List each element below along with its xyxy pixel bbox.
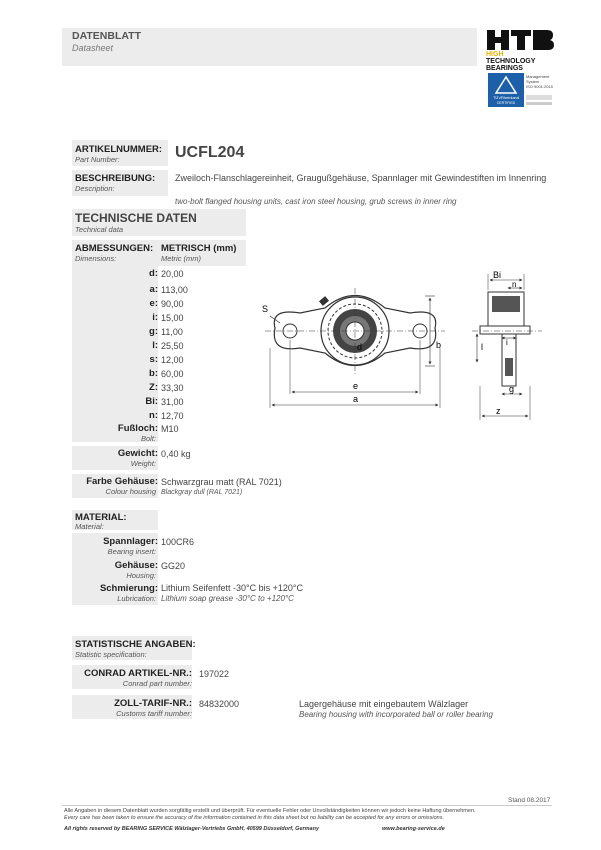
drawing-label-b: b xyxy=(436,340,442,350)
color-label-en: Colour housing xyxy=(105,487,156,496)
color-value: Schwarzgrau matt (RAL 7021) xyxy=(161,477,282,487)
dim-value-i: 15,00 xyxy=(161,313,184,323)
weight-label-en: Weight: xyxy=(130,459,156,468)
dims-label: ABMESSUNGEN: xyxy=(75,243,154,254)
doc-title: DATENBLATT xyxy=(72,30,142,42)
dim-key-z: Z: xyxy=(149,382,158,393)
description-label: BESCHREIBUNG: xyxy=(75,173,156,184)
dim-value-z: 33,30 xyxy=(161,383,184,393)
footer-website[interactable]: www.bearing-service.de xyxy=(382,826,445,832)
dim-value-s: 12,00 xyxy=(161,355,184,365)
tariff-value: 84832000 xyxy=(199,699,240,709)
lubrication-value: Lithium Seifenfett -30°C bis +120°C xyxy=(161,583,304,593)
dim-key-b: b: xyxy=(149,368,158,379)
dim-value-d: 20,00 xyxy=(161,269,184,279)
dim-key-bi: Bi: xyxy=(145,396,158,407)
color-label: Farbe Gehäuse: xyxy=(86,476,158,487)
dim-value-e: 90,00 xyxy=(161,299,184,309)
technical-drawing xyxy=(250,268,550,433)
dim-key-n: n: xyxy=(149,410,158,421)
statistics-title-en: Statistic specification: xyxy=(75,650,147,659)
color-value-en: Blackgray dull (RAL 7021) xyxy=(161,489,243,496)
foot-hole-value: M10 xyxy=(161,424,179,434)
drawing-label-d: d xyxy=(357,342,363,352)
dim-key-i: i: xyxy=(152,312,158,323)
housing-value: GG20 xyxy=(161,561,186,571)
tuv-line-3: ISO 9001:2015 xyxy=(526,84,553,89)
dim-key-d: d: xyxy=(149,268,158,279)
lubrication-label: Schmierung: xyxy=(99,583,158,594)
dim-key-a: a: xyxy=(149,284,158,295)
dim-value-n: 12,70 xyxy=(161,411,184,421)
dim-value-a: 113,00 xyxy=(161,285,188,295)
dim-value-l: 25,50 xyxy=(161,341,184,351)
stand-date: Stand 08.2017 xyxy=(508,797,551,804)
footer-divider xyxy=(62,805,552,806)
drawing-label-g: g xyxy=(509,384,515,394)
footer-disclaimer-de: Alle Angaben in diesem Datenblatt wurden sorgfältig erstellt und überprüft. Für eventuelle Fehler oder Unvollständigkeiten können wir jedoch keine Haftung übernehmen. xyxy=(64,808,476,814)
dim-value-b: 60,00 xyxy=(161,369,184,379)
foot-hole-label-en: Bolt: xyxy=(140,434,156,443)
tuv-badge xyxy=(488,73,554,114)
tuv-label: TÜVRheinland xyxy=(492,95,520,100)
tariff-label: ZOLL-TARIF-NR.: xyxy=(114,698,192,709)
insert-label: Spannlager: xyxy=(103,536,158,547)
conrad-label-en: Conrad part number: xyxy=(122,679,192,688)
tariff-desc: Lagergehäuse mit eingebautem Wälzlager xyxy=(299,699,469,709)
drawing-label-n: n xyxy=(512,280,517,289)
dim-key-e: e: xyxy=(149,298,158,309)
insert-label-en: Bearing insert: xyxy=(107,547,156,556)
description-text-en: two-bolt flanged housing units, cast iron steel housing, grub screws in inner ring xyxy=(175,197,457,206)
doc-subtitle: Datasheet xyxy=(72,43,114,53)
drawing-label-l: l xyxy=(481,342,483,352)
unit-label: METRISCH (mm) xyxy=(161,243,237,254)
drawing-label-e: e xyxy=(353,381,359,391)
dim-key-l: l: xyxy=(152,340,158,351)
htb-logo xyxy=(484,28,554,77)
dim-key-g: g: xyxy=(149,326,158,337)
description-text: Zweiloch-Flanschlagereinheit, Graugußgehäuse, Spannlager mit Gewindestiften im Innenring xyxy=(175,173,547,183)
footer-disclaimer-en: Every care has been taken to ensure the accuracy of the information contained in this data sheet but no liability can be accepted for any errors or omissions. xyxy=(64,815,445,821)
dim-key-s: s: xyxy=(149,354,158,365)
insert-value: 100CR6 xyxy=(161,537,195,547)
statistics-title: STATISTISCHE ANGABEN: xyxy=(75,639,196,650)
drawing-label-i: i xyxy=(506,338,508,347)
material-title-en: Material: xyxy=(75,522,104,531)
tuv-line-2: System xyxy=(526,79,540,84)
dims-label-en: Dimensions: xyxy=(75,254,117,263)
tuv-line-1: Management xyxy=(526,74,550,79)
lubrication-label-en: Lubrication: xyxy=(117,594,156,603)
drawing-label-z: z xyxy=(496,406,501,416)
weight-label: Gewicht: xyxy=(117,448,158,459)
weight-value: 0,40 kg xyxy=(161,449,191,459)
technical-title-en: Technical data xyxy=(75,225,124,234)
logo-text-tech: TECHNOLOGY xyxy=(486,58,536,65)
logo-text-bearings: BEARINGS xyxy=(486,65,523,72)
drawing-label-a: a xyxy=(353,394,359,404)
description-label-en: Description: xyxy=(75,184,115,193)
tariff-label-en: Customs tariff number: xyxy=(116,709,192,718)
dim-value-g: 11,00 xyxy=(161,327,183,337)
article-label-en: Part Number: xyxy=(75,155,120,164)
footer-rights: All rights reserved by BEARING SERVICE Wälzlager-Vertriebs GmbH, 40599 Düsseldorf, Germany xyxy=(64,826,320,832)
drawing-label-s: S xyxy=(262,304,269,314)
unit-label-en: Metric (mm) xyxy=(161,254,201,263)
technical-title: TECHNISCHE DATEN xyxy=(75,211,197,225)
housing-label-en: Housing: xyxy=(126,571,156,580)
housing-label: Gehäuse: xyxy=(114,560,158,571)
tuv-cert: CERTIFIED xyxy=(496,101,516,105)
conrad-value: 197022 xyxy=(199,669,230,679)
drawing-label-bi: Bi xyxy=(493,270,502,280)
dim-value-bi: 31,00 xyxy=(161,397,184,407)
material-title: MATERIAL: xyxy=(75,512,127,523)
lubrication-value-en: Lithium soap grease -30°C to +120°C xyxy=(161,594,294,603)
conrad-label: CONRAD ARTIKEL-NR.: xyxy=(84,668,192,679)
article-number: UCFL204 xyxy=(175,144,245,161)
logo-text-high: HIGH xyxy=(486,51,504,58)
foot-hole-label: Fußloch: xyxy=(117,423,158,434)
tariff-desc-en: Bearing housing with incorporated ball or roller bearing xyxy=(299,710,493,719)
article-label: ARTIKELNUMMER: xyxy=(75,144,163,155)
